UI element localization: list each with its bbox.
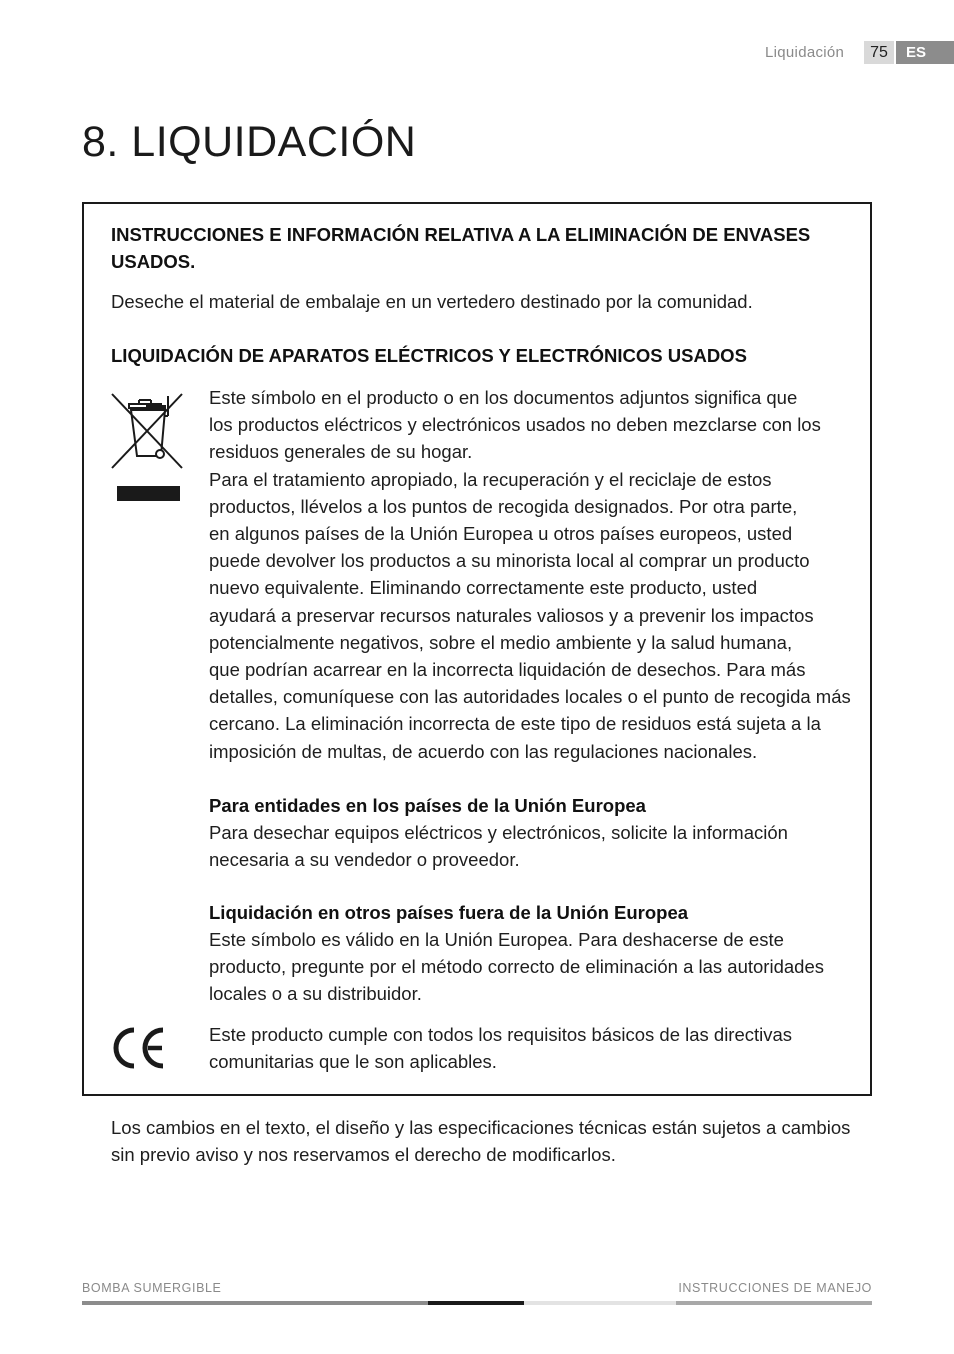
weee-text: Este símbolo en el producto o en los documentos adjuntos significa que los productos eléctricos y electrónicos usados no deben mezclarse con los residuos generales de su hogar. Para el tratamiento apropiado, la recuperación y el reciclaje de estos productos, llévelos a los puntos de recogida designados. Por otra parte, en algunos países de la Unión Europea u otros países europeos, usted puede devolver los productos a su minorista local al comprar un producto nuevo equivalente. Eliminando correctamente este producto, usted ayudará a preservar recursos naturales valiosos y a prevenir los impactos potencialmente negativos, sobre el medio ambiente y la salud humana, que podrían acarrear en la incorrecta liquidación de desechos. Para más detalles, comuníquese con las autoridades locales o el punto de recogida más cercano. La eliminación incorrecta de este tipo de residuos está sujeta a la imposición de multas, de acuerdo con las regulaciones nacionales. [209,387,851,762]
language-badge: ES [896,41,954,64]
non-eu-heading: Liquidación en otros países fuera de la Unión Europea [209,902,689,923]
footer-product-name: BOMBA SUMERGIBLE [82,1281,222,1295]
crossed-out-wheelie-bin-icon [110,390,186,502]
ce-mark-icon [110,1027,166,1069]
footer-bar-segment-4 [676,1301,872,1305]
page-number: 75 [864,41,894,64]
eu-text: Para desechar equipos eléctricos y electrónicos, solicite la información necesaria a su vendedor o proveedor. [209,822,788,871]
disclaimer-text: Los cambios en el texto, el diseño y las especificaciones técnicas están sujetos a cambios sin previo aviso y nos reservamos el derecho de modificarlos. [111,1117,851,1166]
footer-bar-segment-1 [82,1301,428,1305]
weee-heading: LIQUIDACIÓN DE APARATOS ELÉCTRICOS Y ELECTRÓNICOS USADOS [111,345,747,366]
footer-document-type: INSTRUCCIONES DE MANEJO [678,1281,872,1295]
footer-bar-segment-2 [428,1301,524,1305]
eu-heading: Para entidades en los países de la Unión Europea [209,795,646,816]
ce-text: Este producto cumple con todos los requisitos básicos de las directivas comunitarias que le son aplicables. [209,1024,793,1073]
header-section-label: Liquidación [765,44,845,61]
packaging-heading: INSTRUCCIONES E INFORMACIÓN RELATIVA A LA ELIMINACIÓN DE ENVASES USADOS. [111,224,811,272]
footer-bar-segment-3 [524,1301,676,1305]
packaging-text: Deseche el material de embalaje en un vertedero destinado por la comunidad. [111,291,753,312]
non-eu-text: Este símbolo es válido en la Unión Europea. Para deshacerse de este producto, pregunte por el método correcto de eliminación a las autoridades locales o a su distribuidor. [209,929,824,1005]
page-title: 8. LIQUIDACIÓN [82,118,417,166]
